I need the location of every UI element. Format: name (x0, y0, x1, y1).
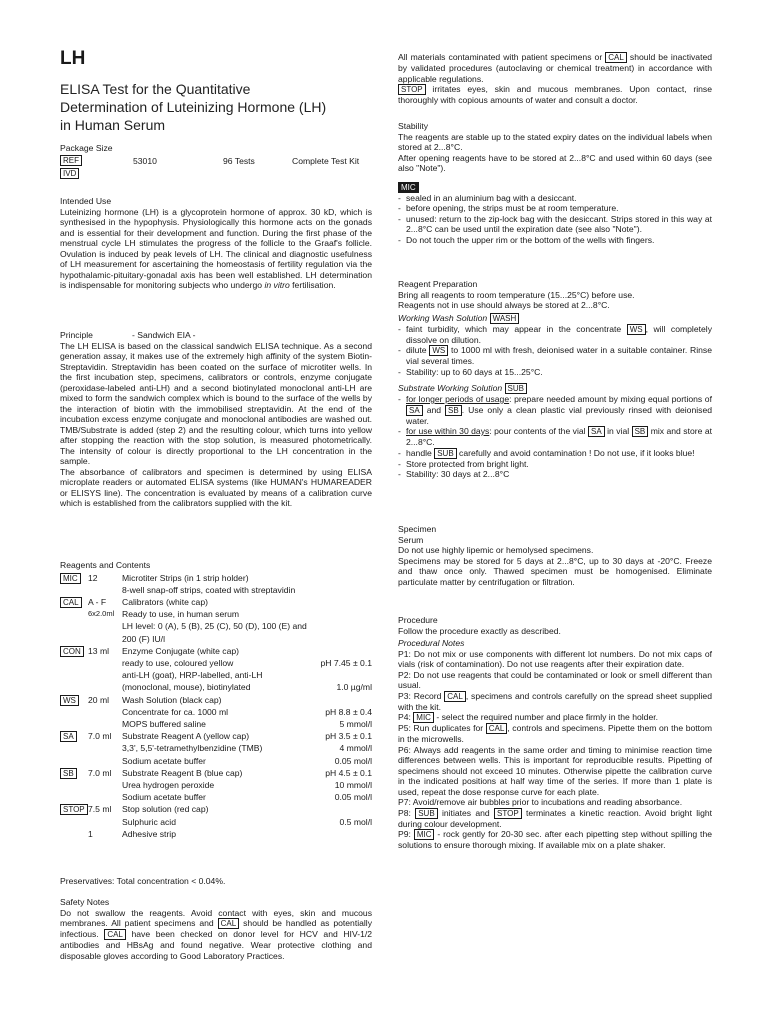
reagent-row (60, 621, 372, 632)
reagent-row (60, 609, 372, 620)
sa-symbol: SA (588, 426, 605, 437)
sub-symbol: SUB (415, 808, 437, 819)
reagent-quantity: 20 ml (88, 694, 110, 705)
reagent-description: Wash Solution (black cap) (122, 694, 222, 705)
reagent-row (60, 670, 372, 681)
reagent-symbol: CON (60, 646, 84, 657)
reagent-description: LH level: 0 (A), 5 (B), 25 (C), 50 (D), 100 (E) and (122, 621, 307, 632)
package-size-heading: Package Size (60, 143, 113, 153)
reagent-description: Adhesive strip (122, 828, 176, 839)
procedural-note-p5: P5: Run duplicates for CAL , controls and specimens. Pipette them on the bottom in the microwells. (398, 723, 712, 744)
stability-paragraph-2: After opening reagents have to be stored at 2...8°C and used within 60 days (see also "Note"). (398, 152, 712, 173)
stability-paragraph-1: The reagents are stable up to the stated expiry dates on the individual labels when stored at 2...8°C. (398, 131, 712, 152)
reagent-row (60, 719, 372, 730)
subtitle-line-1: ELISA Test for the Quantitative (60, 81, 251, 97)
procedural-note-p4: P4: MIC - select the required number and place firmly in the holder. (398, 712, 659, 722)
safety-continued (398, 52, 712, 106)
stop-symbol: STOP (494, 808, 522, 819)
principle-paragraph-2: The absorbance of calibrators and specimen is determined by using ELISA microplate readers or automated ELISA systems (like HUMAN's HUMAREADER or ELISYS line). The concentration is evaluated by means of a calibration curve which is established from the calibrators supplied with the kit. (60, 466, 372, 508)
reagent-quantity: 7.0 ml (88, 767, 112, 778)
reagent-description: Substrate Reagent A (yellow cap) (122, 731, 250, 742)
reagent-value: 1.0 µg/ml (336, 682, 372, 693)
reagent-row (60, 597, 372, 608)
reagent-value: 0.5 mol/l (339, 816, 372, 827)
sub-symbol: SUB (434, 448, 456, 459)
procedural-note-p6: P6: Always add reagents in the same order and timing to minimise reaction time differences between wells. This is important for reproducible results. Pipetting of specimens should not exceed 10 minutes. Otherwise pipette the calibration curve in the indicated positions at half way time of the series. If more than 1 plate is used, repeat the dose response curve for each plate. (398, 744, 712, 797)
subtitle-line-2: Determination of Luteinizing Hormone (LH) (60, 99, 327, 115)
reagent-value: 5 mmol/l (339, 718, 372, 729)
safety-stop-text: STOP irritates eyes, skin and mucous membranes. Upon contact, rinse thoroughly with copious amounts of water and consult a doctor. (398, 84, 713, 105)
reagent-row (60, 756, 372, 767)
procedural-notes-heading: Procedural Notes (398, 638, 465, 648)
reagent-description: Ready to use, in human serum (122, 609, 240, 620)
list-item: - Do not touch the upper rim or the bottom of the wells with fingers. (398, 235, 712, 246)
substrate-solution-heading: Substrate Working Solution SUB (398, 383, 712, 394)
product-title: LH (60, 48, 86, 69)
reagent-value: pH 8.8 ± 0.4 (325, 706, 372, 717)
ws-symbol: WS (627, 324, 646, 335)
intended-use-section (60, 196, 372, 291)
reagent-description: 200 (F) IU/l (122, 633, 165, 644)
safety-heading: Safety Notes (60, 897, 110, 907)
intended-use-text: Luteinizing hormone (LH) is a glycoprotein hormone of approx. 30 kD, which is synthesised in the hypophysis. Physiologically this hormone acts on the gonads and is essential for their development and function. During the first phase of the menstrual cycle LH stimulates the progress of the follicle to the Graaf's follicle. Ovulation is induced by peak levels of LH. The clinical and diagnostic usefulness of LH measurement for ascertaining the homeostasis of fertility regulation via the hypothalamic-pituitary-gonadal axis has been well established. LH determination is indispensable for monitoring subjects who undergo in vitro fertilisation. (60, 206, 372, 290)
specimen-paragraph-2: Specimens may be stored for 5 days at 2...8°C, up to 30 days at -20°C. Freeze and thaw once only. Thawed specimen must be homogenised. Eliminate particulate matter by centrifugation or filtration. (398, 555, 712, 587)
reagent-symbol: WS (60, 695, 79, 706)
reagent-description: 8-well snap-off strips, coated with streptavidin (122, 584, 296, 595)
procedural-note-p1: P1: Do not mix or use components with different lot numbers. Do not mix caps of vials (risk of contamination). Do not use reagents after their expiration date. (398, 648, 712, 669)
cal-symbol: CAL (104, 929, 126, 940)
reagent-quantity: 7.0 ml (88, 731, 112, 742)
reagent-symbol: SA (60, 731, 77, 742)
cal-symbol: CAL (218, 918, 240, 929)
catalog-number: 53010 (133, 155, 157, 166)
substrate-solution-list (398, 394, 712, 480)
safety-contaminated-text: All materials contaminated with patient specimens or CAL should be inactivated by validated procedures (autoclaving or chemical treatment) in accordance with applicable regulations. (398, 52, 713, 84)
reagent-value: pH 7.45 ± 0.1 (320, 657, 372, 668)
reagent-description: Sulphuric acid (122, 816, 176, 827)
test-count: 96 Tests (223, 155, 255, 166)
list-item: - before opening, the strips must be at room temperature. (398, 203, 712, 214)
wash-solution-list (398, 324, 712, 378)
reagent-value: 0.05 mol/l (334, 755, 372, 766)
sb-symbol: SB (445, 405, 462, 416)
mic-symbol: MIC (398, 182, 419, 193)
list-item: - handle SUB carefully and avoid contamination ! Do not use, if it looks blue! (398, 448, 712, 459)
reagent-quantity: 13 ml (88, 645, 110, 656)
reagent-row (60, 780, 372, 791)
procedural-note-p9: P9: MIC - rock gently for 20-30 sec. after each pipetting step without spilling the solutions to ensure thorough mixing. If available mix on a plate shaker. (398, 829, 713, 850)
product-subtitle (60, 80, 380, 134)
intended-use-heading: Intended Use (60, 196, 112, 206)
procedural-note-p3: P3: Record CAL , specimens and controls carefully on the spread sheet supplied with the kit. (398, 690, 712, 712)
reagent-symbol: STOP (60, 804, 88, 815)
reagent-row (60, 707, 372, 718)
mic-storage-list (398, 193, 712, 246)
sa-symbol: SA (406, 405, 423, 416)
reagent-preparation-p2: Reagents not in use should always be stored at 2...8°C. (398, 300, 610, 310)
list-item: - unused: return to the zip-lock bag with the desiccant. Strips stored in this way at 2...8°C can be used until the expiration date (see also "Note"). (398, 214, 712, 235)
reagent-description: Enzyme Conjugate (white cap) (122, 645, 240, 656)
cal-symbol: CAL (605, 52, 627, 63)
reagent-description: Sodium acetate buffer (122, 792, 206, 803)
stop-symbol: STOP (398, 84, 426, 95)
principle-section (60, 330, 372, 509)
reagent-quantity: 6x2.0ml (88, 609, 115, 619)
reagent-row (60, 804, 372, 815)
reagents-table (60, 573, 372, 841)
reagent-quantity: A - F (88, 596, 107, 607)
cal-symbol: CAL (486, 723, 508, 734)
specimen-heading: Specimen (398, 524, 437, 534)
reagent-symbol: MIC (60, 573, 81, 584)
principle-method: - Sandwich EIA - (132, 330, 196, 340)
list-item: - faint turbidity, which may appear in the concentrate WS , will completely dissolve on dilution. (398, 324, 712, 346)
stability-section (398, 121, 712, 245)
reagent-description: ready to use, coloured yellow (122, 657, 234, 668)
subtitle-line-3: in Human Serum (60, 117, 166, 133)
reagents-section (60, 560, 372, 841)
wash-symbol: WASH (490, 313, 520, 324)
reagent-description: Stop solution (red cap) (122, 804, 209, 815)
list-item: - Stability: 30 days at 2...8°C (398, 469, 712, 480)
ws-symbol: WS (429, 345, 448, 356)
reagent-value: 10 mmol/l (334, 779, 372, 790)
ref-symbol: REF (60, 155, 82, 166)
list-item: - for use within 30 days: pour contents of the vial SA in vial SB mix and store at 2...8°C. (398, 426, 712, 448)
reagent-description: Substrate Reagent B (blue cap) (122, 767, 243, 778)
mic-symbol: MIC (413, 712, 434, 723)
reagents-heading: Reagents and Contents (60, 560, 151, 570)
reagent-row (60, 646, 372, 657)
reagent-value: pH 4.5 ± 0.1 (325, 767, 372, 778)
preservatives-note: Preservatives: Total concentration < 0.04%. (60, 876, 226, 886)
reagent-row (60, 695, 372, 706)
procedure-section (398, 615, 712, 851)
reagent-description: Microtiter Strips (in 1 strip holder) (122, 572, 249, 583)
sb-symbol: SB (632, 426, 649, 437)
reagent-row (60, 817, 372, 828)
reagent-description: 3,3', 5,5'-tetramethylbenzidine (TMB) (122, 743, 263, 754)
reagent-value: 4 mmol/l (339, 743, 372, 754)
list-item: - dilute WS to 1000 ml with fresh, deionised water in a suitable container. Rinse vial several times. (398, 345, 712, 367)
list-item: - for longer periods of usage: prepare needed amount by mixing equal portions of SA and SB . Use only a clean plastic vial previously rinsed with deionised water. (398, 394, 712, 426)
procedural-note-p8: P8: SUB initiates and STOP terminates a kinetic reaction. Avoid bright light during colour development. (398, 807, 713, 829)
procedural-note-p7: P7: Avoid/remove air bubbles prior to incubations and reading absorbance. (398, 797, 683, 807)
specimen-subheading: Serum (398, 534, 424, 545)
reagent-quantity: 12 (88, 572, 98, 583)
list-item: - sealed in an aluminium bag with a desiccant. (398, 193, 712, 204)
ivd-symbol: IVD (60, 168, 79, 179)
reagent-preparation-section (398, 279, 712, 480)
reagent-row (60, 768, 372, 779)
principle-paragraph-1: The LH ELISA is based on the classical sandwich ELISA technique. As a second generation assay, it makes use of the extremely high affinity of the system Biotin-Streptavidin. Streptavidin has been coated on the surface of microtiter wells. In the first incubation step, specimens, calibrators or controls, enzyme conjugate (peroxidase-labeled anti-LH) and a second biotinylated monoclonal anti-LH are mixed to form the sandwich complex which is bound to the surface of the wells by the interaction of biotin with the immobilised streptavidin. At the end of the incubation excess enzyme conjugate and monoclonal antibodies are washed out. TMB/Substrate is added (step 2) and the resulting colour, which turns into yellow after stopping the reaction with the stop solution, is measured photometrically. The intensity of colour is directly proportional to the LH concentration in the sample. (60, 340, 372, 466)
reagent-description: Calibrators (white cap) (122, 596, 208, 607)
stability-heading: Stability (398, 121, 429, 131)
reagent-value: 0.05 mol/l (334, 792, 372, 803)
safety-text: Do not swallow the reagents. Avoid contact with eyes, skin and mucous membranes. All patient specimens and CAL should be handled as potentially infectious. CAL have been checked on donor level for HCV and HIV-1/2 antibodies and HBsAg and found negative. Wear protective clothing and disposable gloves according to Good Laboratory Practices. (60, 907, 373, 961)
procedure-heading: Procedure (398, 615, 438, 625)
reagent-preparation-heading: Reagent Preparation (398, 279, 478, 289)
reagent-description: (monoclonal, mouse), biotinylated (122, 682, 251, 693)
reagent-description: anti-LH (goat), HRP-labelled, anti-LH (122, 670, 263, 681)
safety-section (60, 897, 372, 961)
kit-label: Complete Test Kit (292, 155, 360, 166)
mic-symbol: MIC (414, 829, 435, 840)
reagent-value: pH 3.5 ± 0.1 (325, 731, 372, 742)
reagent-quantity: 7.5 ml (88, 804, 112, 815)
reagent-quantity: 1 (88, 828, 93, 839)
procedural-note-p2: P2: Do not use reagents that could be contaminated or look or smell different than usual. (398, 669, 712, 690)
reagent-description: Sodium acetate buffer (122, 755, 206, 766)
reagent-row (60, 573, 372, 584)
reagent-row (60, 682, 372, 693)
specimen-paragraph-1: Do not use highly lipemic or hemolysed specimens. (398, 545, 594, 555)
package-size-section (60, 143, 372, 180)
reagent-description: Urea hydrogen peroxide (122, 779, 215, 790)
reagent-row (60, 658, 372, 669)
reagent-row (60, 731, 372, 742)
list-item: - Stability: up to 60 days at 15...25°C. (398, 367, 712, 378)
specimen-section (398, 524, 712, 587)
reagent-description: MOPS buffered saline (122, 718, 206, 729)
principle-heading: Principle (60, 330, 93, 340)
reagent-row (60, 792, 372, 803)
reagent-row (60, 585, 372, 596)
sub-symbol: SUB (505, 383, 527, 394)
reagent-row (60, 634, 372, 645)
reagent-preparation-p1: Bring all reagents to room temperature (15...25°C) before use. (398, 289, 635, 300)
reagent-row (60, 829, 372, 840)
reagent-symbol: CAL (60, 597, 82, 608)
reagent-row (60, 743, 372, 754)
procedure-paragraph: Follow the procedure exactly as described. (398, 625, 561, 636)
reagent-description: Concentrate for ca. 1000 ml (122, 706, 229, 717)
wash-solution-heading: Working Wash Solution WASH (398, 313, 712, 324)
cal-symbol: CAL (444, 691, 466, 702)
reagent-symbol: SB (60, 768, 77, 779)
list-item: - Store protected from bright light. (398, 459, 712, 470)
